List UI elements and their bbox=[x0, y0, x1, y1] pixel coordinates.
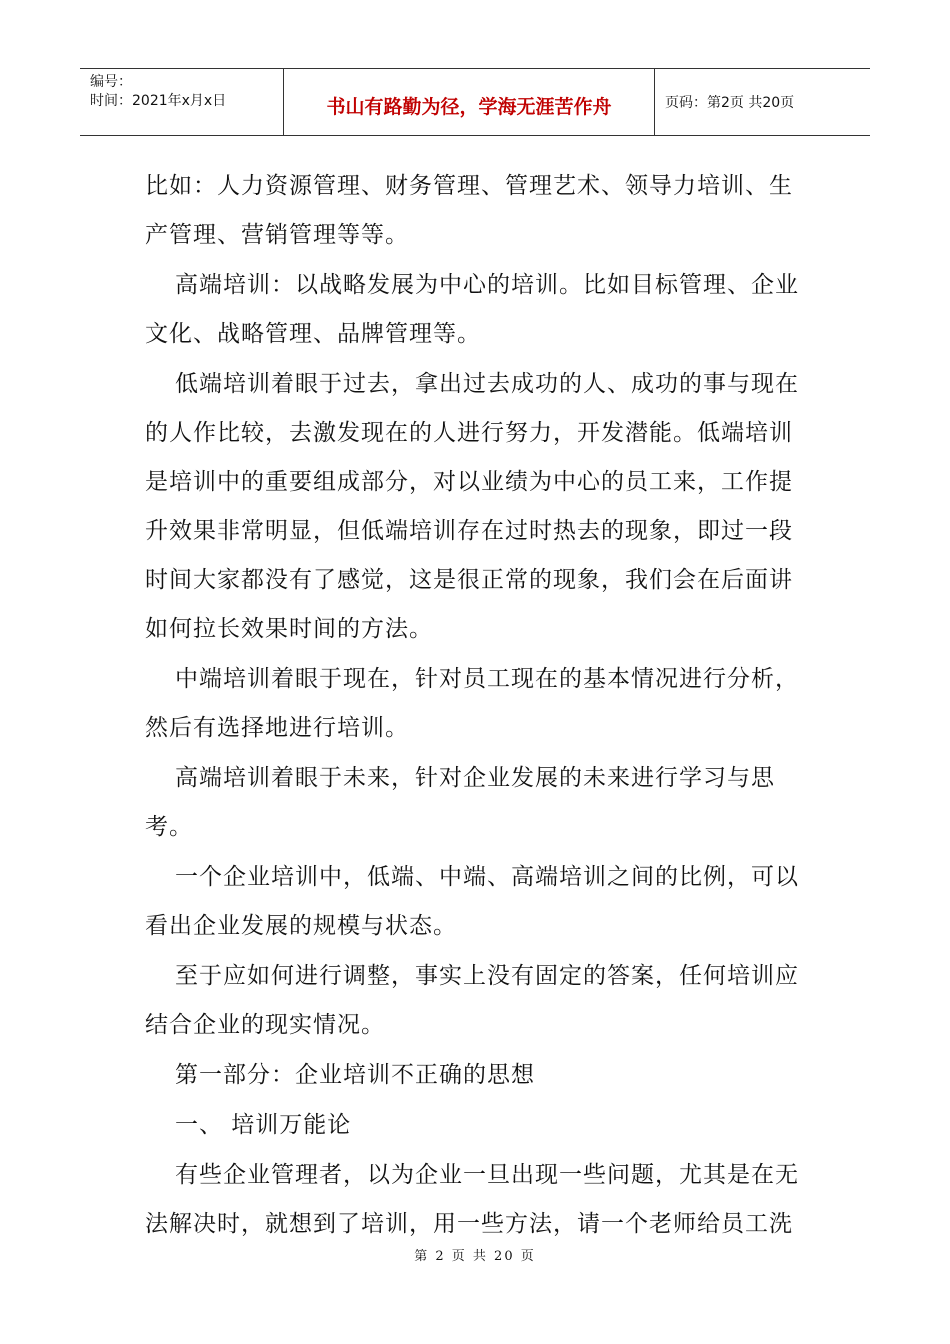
paragraph: 比如：人力资源管理、财务管理、管理艺术、领导力培训、生产管理、营销管理等等。 bbox=[145, 173, 793, 248]
section-heading: 第一部分：企业培训不正确的思想 bbox=[175, 1062, 535, 1088]
page-header bbox=[80, 68, 870, 136]
paragraph: 至于应如何进行调整，事实上没有固定的答案，任何培训应结合企业的现实情况。 bbox=[145, 963, 799, 1038]
paragraph: 一个企业培训中，低端、中端、高端培训之间的比例，可以看出企业发展的规模与状态。 bbox=[145, 864, 799, 939]
header-page-info: 页码：第2页 共20页 bbox=[665, 95, 795, 111]
header-meta bbox=[80, 69, 284, 135]
subsection-heading: 一、 培训万能论 bbox=[175, 1112, 352, 1138]
header-motto: 书山有路勤为径，学海无涯苦作舟 bbox=[284, 69, 655, 135]
paragraph: 低端培训着眼于过去，拿出过去成功的人、成功的事与现在的人作比较，去激发现在的人进行努力，开发潜能。低端培训是培训中的重要组成部分，对以业绩为中心的员工来，工作提升效果非常明显，但低端培训存在过时热去的现象，即过一段时间大家都没有了感觉，这是很正常的现象，我们会在后面讲如何拉长效果时间的方法。 bbox=[145, 371, 799, 642]
paragraph: 有些企业管理者，以为企业一旦出现一些问题，尤其是在无法解决时，就想到了培训，用一些方法，请一个老师给员工洗 bbox=[145, 1162, 799, 1237]
date-label: 时间：2021年x月x日 bbox=[90, 93, 227, 109]
document-body bbox=[145, 162, 815, 1250]
serial-number-label: 编号： bbox=[90, 74, 132, 90]
paragraph: 中端培训着眼于现在，针对员工现在的基本情况进行分析，然后有选择地进行培训。 bbox=[145, 666, 799, 741]
paragraph: 高端培训着眼于未来，针对企业发展的未来进行学习与思考。 bbox=[145, 765, 775, 840]
page-footer: 第 2 页 共 20 页 bbox=[414, 1249, 536, 1264]
paragraph: 高端培训：以战略发展为中心的培训。比如目标管理、企业文化、战略管理、品牌管理等。 bbox=[145, 272, 799, 347]
